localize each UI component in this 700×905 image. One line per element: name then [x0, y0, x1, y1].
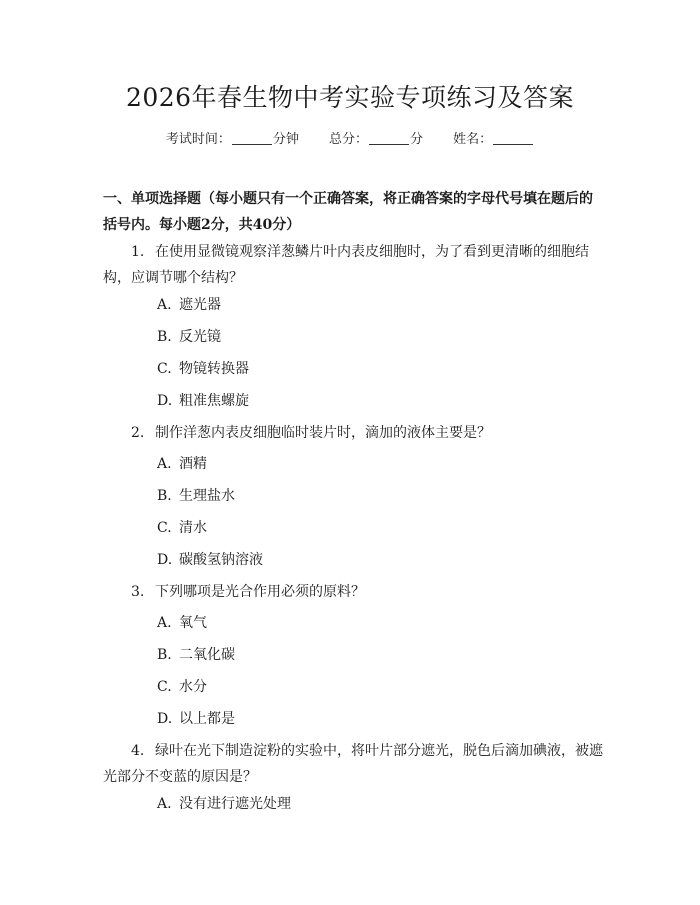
option-letter: D.: [157, 552, 173, 568]
option-letter: A.: [157, 796, 172, 812]
name-blank: [493, 130, 533, 145]
question-number: 2.: [131, 425, 145, 441]
option-letter: D.: [157, 711, 173, 727]
question-3-option-b: [157, 643, 235, 667]
section-heading-line1: 一、单项选择题（每小题只有一个正确答案，将正确答案的字母代号填在题后的: [103, 191, 593, 207]
section-heading-line2: 括号内。每小题2分，共40分）: [103, 217, 301, 233]
option-letter: C.: [157, 361, 172, 377]
option-text: 没有进行遮光处理: [179, 796, 291, 812]
option-letter: B.: [157, 329, 172, 345]
question-3-option-d: [157, 707, 235, 731]
option-letter: C.: [157, 520, 172, 536]
question-stem-line2: 构，应调节哪个结构？: [103, 270, 243, 286]
option-letter: B.: [157, 647, 172, 663]
option-text: 遮光器: [179, 297, 221, 313]
student-name: [453, 132, 534, 147]
question-4-option-a: [157, 792, 291, 816]
question-4: [103, 738, 603, 790]
question-stem-line1: 下列哪项是光合作用必须的原料？: [155, 584, 365, 600]
question-number: 3.: [131, 584, 145, 600]
time-unit: 分钟: [272, 132, 299, 147]
option-text: 水分: [179, 679, 207, 695]
score-blank: [369, 130, 409, 145]
option-letter: A.: [157, 615, 172, 631]
question-2-option-c: [157, 516, 207, 540]
section-heading: [103, 186, 603, 238]
question-stem-line1: 绿叶在光下制造淀粉的实验中，将叶片部分遮光，脱色后滴加碘液，被遮: [155, 743, 603, 759]
option-letter: A.: [157, 456, 172, 472]
question-stem-line1: 制作洋葱内表皮细胞临时装片时，滴加的液体主要是？: [155, 425, 491, 441]
option-text: 物镜转换器: [179, 361, 249, 377]
question-2-option-b: [157, 484, 235, 508]
exam-meta: [0, 128, 700, 152]
option-text: 二氧化碳: [179, 647, 235, 663]
time-label: 考试时间：: [165, 132, 231, 147]
option-letter: B.: [157, 488, 172, 504]
exam-time: [166, 132, 299, 147]
question-1: [103, 239, 603, 291]
question-number: 4.: [131, 743, 145, 759]
question-2-option-a: [157, 452, 207, 476]
total-score: [329, 132, 423, 147]
option-text: 碳酸氢钠溶液: [179, 552, 263, 568]
option-letter: A.: [157, 297, 172, 313]
question-3-option-c: [157, 675, 207, 699]
question-1-option-c: [157, 357, 249, 381]
question-3: [103, 579, 603, 605]
question-2-option-d: [157, 548, 263, 572]
option-text: 清水: [179, 520, 207, 536]
question-stem-line2: 光部分不变蓝的原因是？: [103, 769, 257, 785]
option-letter: C.: [157, 679, 172, 695]
time-blank: [232, 130, 272, 145]
option-letter: D.: [157, 393, 173, 409]
question-1-option-b: [157, 325, 221, 349]
score-unit: 分: [410, 132, 424, 147]
question-number: 1.: [131, 244, 145, 260]
option-text: 反光镜: [179, 329, 221, 345]
option-text: 以上都是: [179, 711, 235, 727]
page-title: 2026年春生物中考实验专项练习及答案: [125, 83, 575, 112]
option-text: 粗准焦螺旋: [179, 393, 249, 409]
question-1-option-a: [157, 293, 221, 317]
option-text: 酒精: [179, 456, 207, 472]
name-label: 姓名：: [453, 132, 493, 147]
question-stem-line1: 在使用显微镜观察洋葱鳞片叶内表皮细胞时，为了看到更清晰的细胞结: [155, 244, 589, 260]
option-text: 氧气: [179, 615, 207, 631]
question-3-option-a: [157, 611, 207, 635]
option-text: 生理盐水: [179, 488, 235, 504]
score-label: 总分：: [328, 132, 368, 147]
question-1-option-d: [157, 389, 249, 413]
question-2: [103, 420, 603, 446]
